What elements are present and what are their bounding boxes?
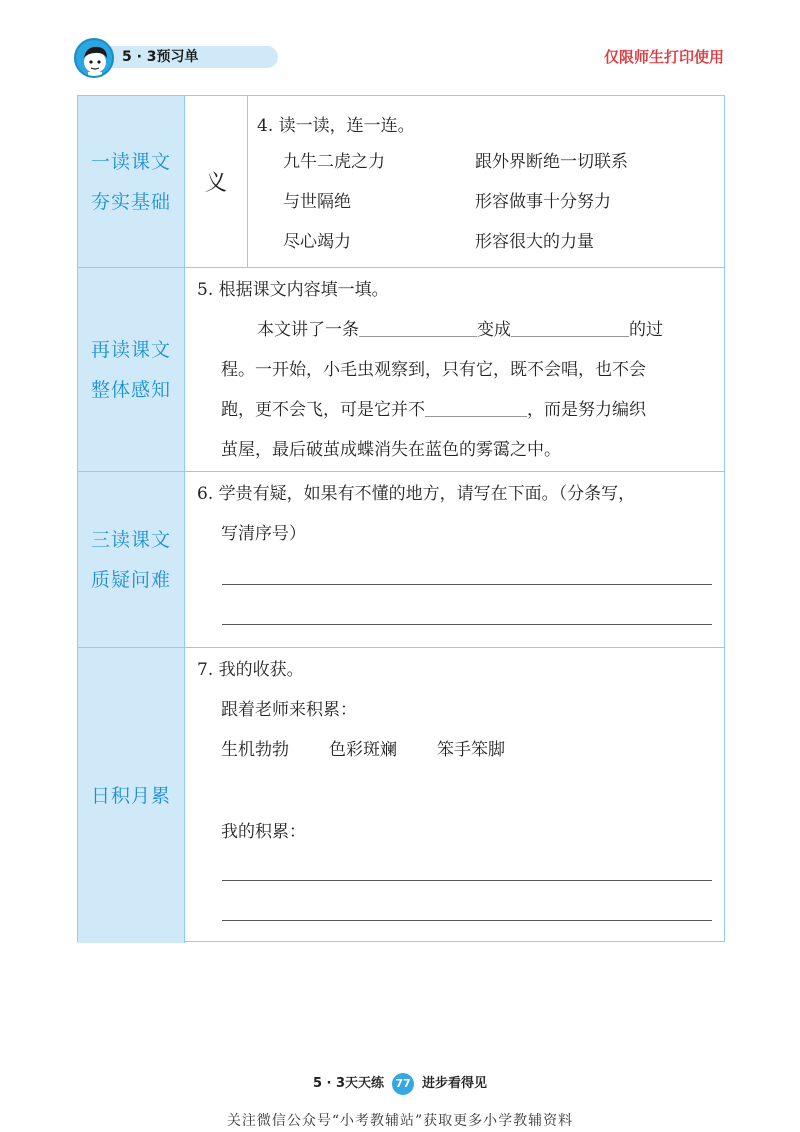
section-label-line1: 一读课文 xyxy=(90,150,171,173)
fill-line-1: 本文讲了一条 变成 的过 xyxy=(257,310,663,350)
answer-line[interactable] xyxy=(222,920,712,921)
question-7: 7. 我的收获。 xyxy=(197,660,304,680)
idiom: 生机勃勃 xyxy=(221,740,289,760)
section-label-line1: 日积月累 xyxy=(90,784,171,807)
section-label-line2: 整体感知 xyxy=(90,378,171,401)
answer-blank[interactable] xyxy=(511,317,629,337)
answer-blank[interactable] xyxy=(425,397,527,417)
print-usage-note: 仅限师生打印使用 xyxy=(603,48,724,66)
side-char: 义 xyxy=(205,171,228,196)
question-6: 6. 学贵有疑，如果有不懂的地方，请写在下面。（分条写， xyxy=(197,484,636,504)
boy-mascot-icon xyxy=(74,38,114,78)
match-right-item: 形容很大的力量 xyxy=(475,232,594,252)
my-accumulation-label: 我的积累： xyxy=(221,822,306,842)
section-label xyxy=(78,268,185,471)
match-right-item: 跟外界断绝一切联系 xyxy=(475,152,628,172)
match-left-item: 九牛二虎之力 xyxy=(283,152,385,172)
fill-line-2: 程。一开始，小毛虫观察到，只有它，既不会唱，也不会 xyxy=(221,360,646,380)
teacher-accumulation-label: 跟着老师来积累： xyxy=(221,700,357,720)
fill-line-3: 跑，更不会飞，可是它并不 ，而是努力编织 xyxy=(221,390,646,430)
section-read-two xyxy=(78,268,724,472)
footer-left-text: 5 · 3天天练 xyxy=(312,1076,385,1091)
section-label xyxy=(78,472,185,647)
footer-right-text: 进步看得见 xyxy=(422,1076,488,1091)
section-label xyxy=(78,648,185,943)
idiom: 色彩斑斓 xyxy=(329,740,397,760)
side-char-cell xyxy=(185,96,248,267)
section-label-line1: 三读课文 xyxy=(90,528,171,551)
section-label xyxy=(78,96,185,267)
section-label-line2: 夯实基础 xyxy=(90,190,171,213)
page-number: 77 xyxy=(392,1073,414,1095)
section-read-three xyxy=(78,472,724,648)
section-label-line1: 再读课文 xyxy=(90,338,171,361)
section-label-line2: 质疑问难 xyxy=(90,568,171,591)
match-right-item: 形容做事十分努力 xyxy=(475,192,611,212)
question-4: 4. 读一读，连一连。 xyxy=(257,116,415,136)
page-footer xyxy=(0,1072,800,1095)
badge-label: 5 · 3预习单 xyxy=(100,46,278,68)
fill-line-4: 茧屋，最后破茧成蝶消失在蓝色的雾霭之中。 xyxy=(221,440,561,460)
watermark-text: 关注微信公众号“小考教辅站”获取更多小学教辅资料 xyxy=(226,1113,574,1129)
match-left-item: 与世隔绝 xyxy=(283,192,351,212)
answer-line[interactable] xyxy=(222,880,712,881)
answer-blank[interactable] xyxy=(359,317,477,337)
answer-line[interactable] xyxy=(222,584,712,585)
section-daily-accumulation xyxy=(78,648,724,943)
match-left-item: 尽心竭力 xyxy=(283,232,351,252)
section-read-one xyxy=(78,96,724,268)
question-6-continued: 写清序号） xyxy=(221,524,306,544)
idiom: 笨手笨脚 xyxy=(437,740,505,760)
worksheet-table xyxy=(77,95,725,942)
question-5: 5. 根据课文内容填一填。 xyxy=(197,280,389,300)
answer-line[interactable] xyxy=(222,624,712,625)
